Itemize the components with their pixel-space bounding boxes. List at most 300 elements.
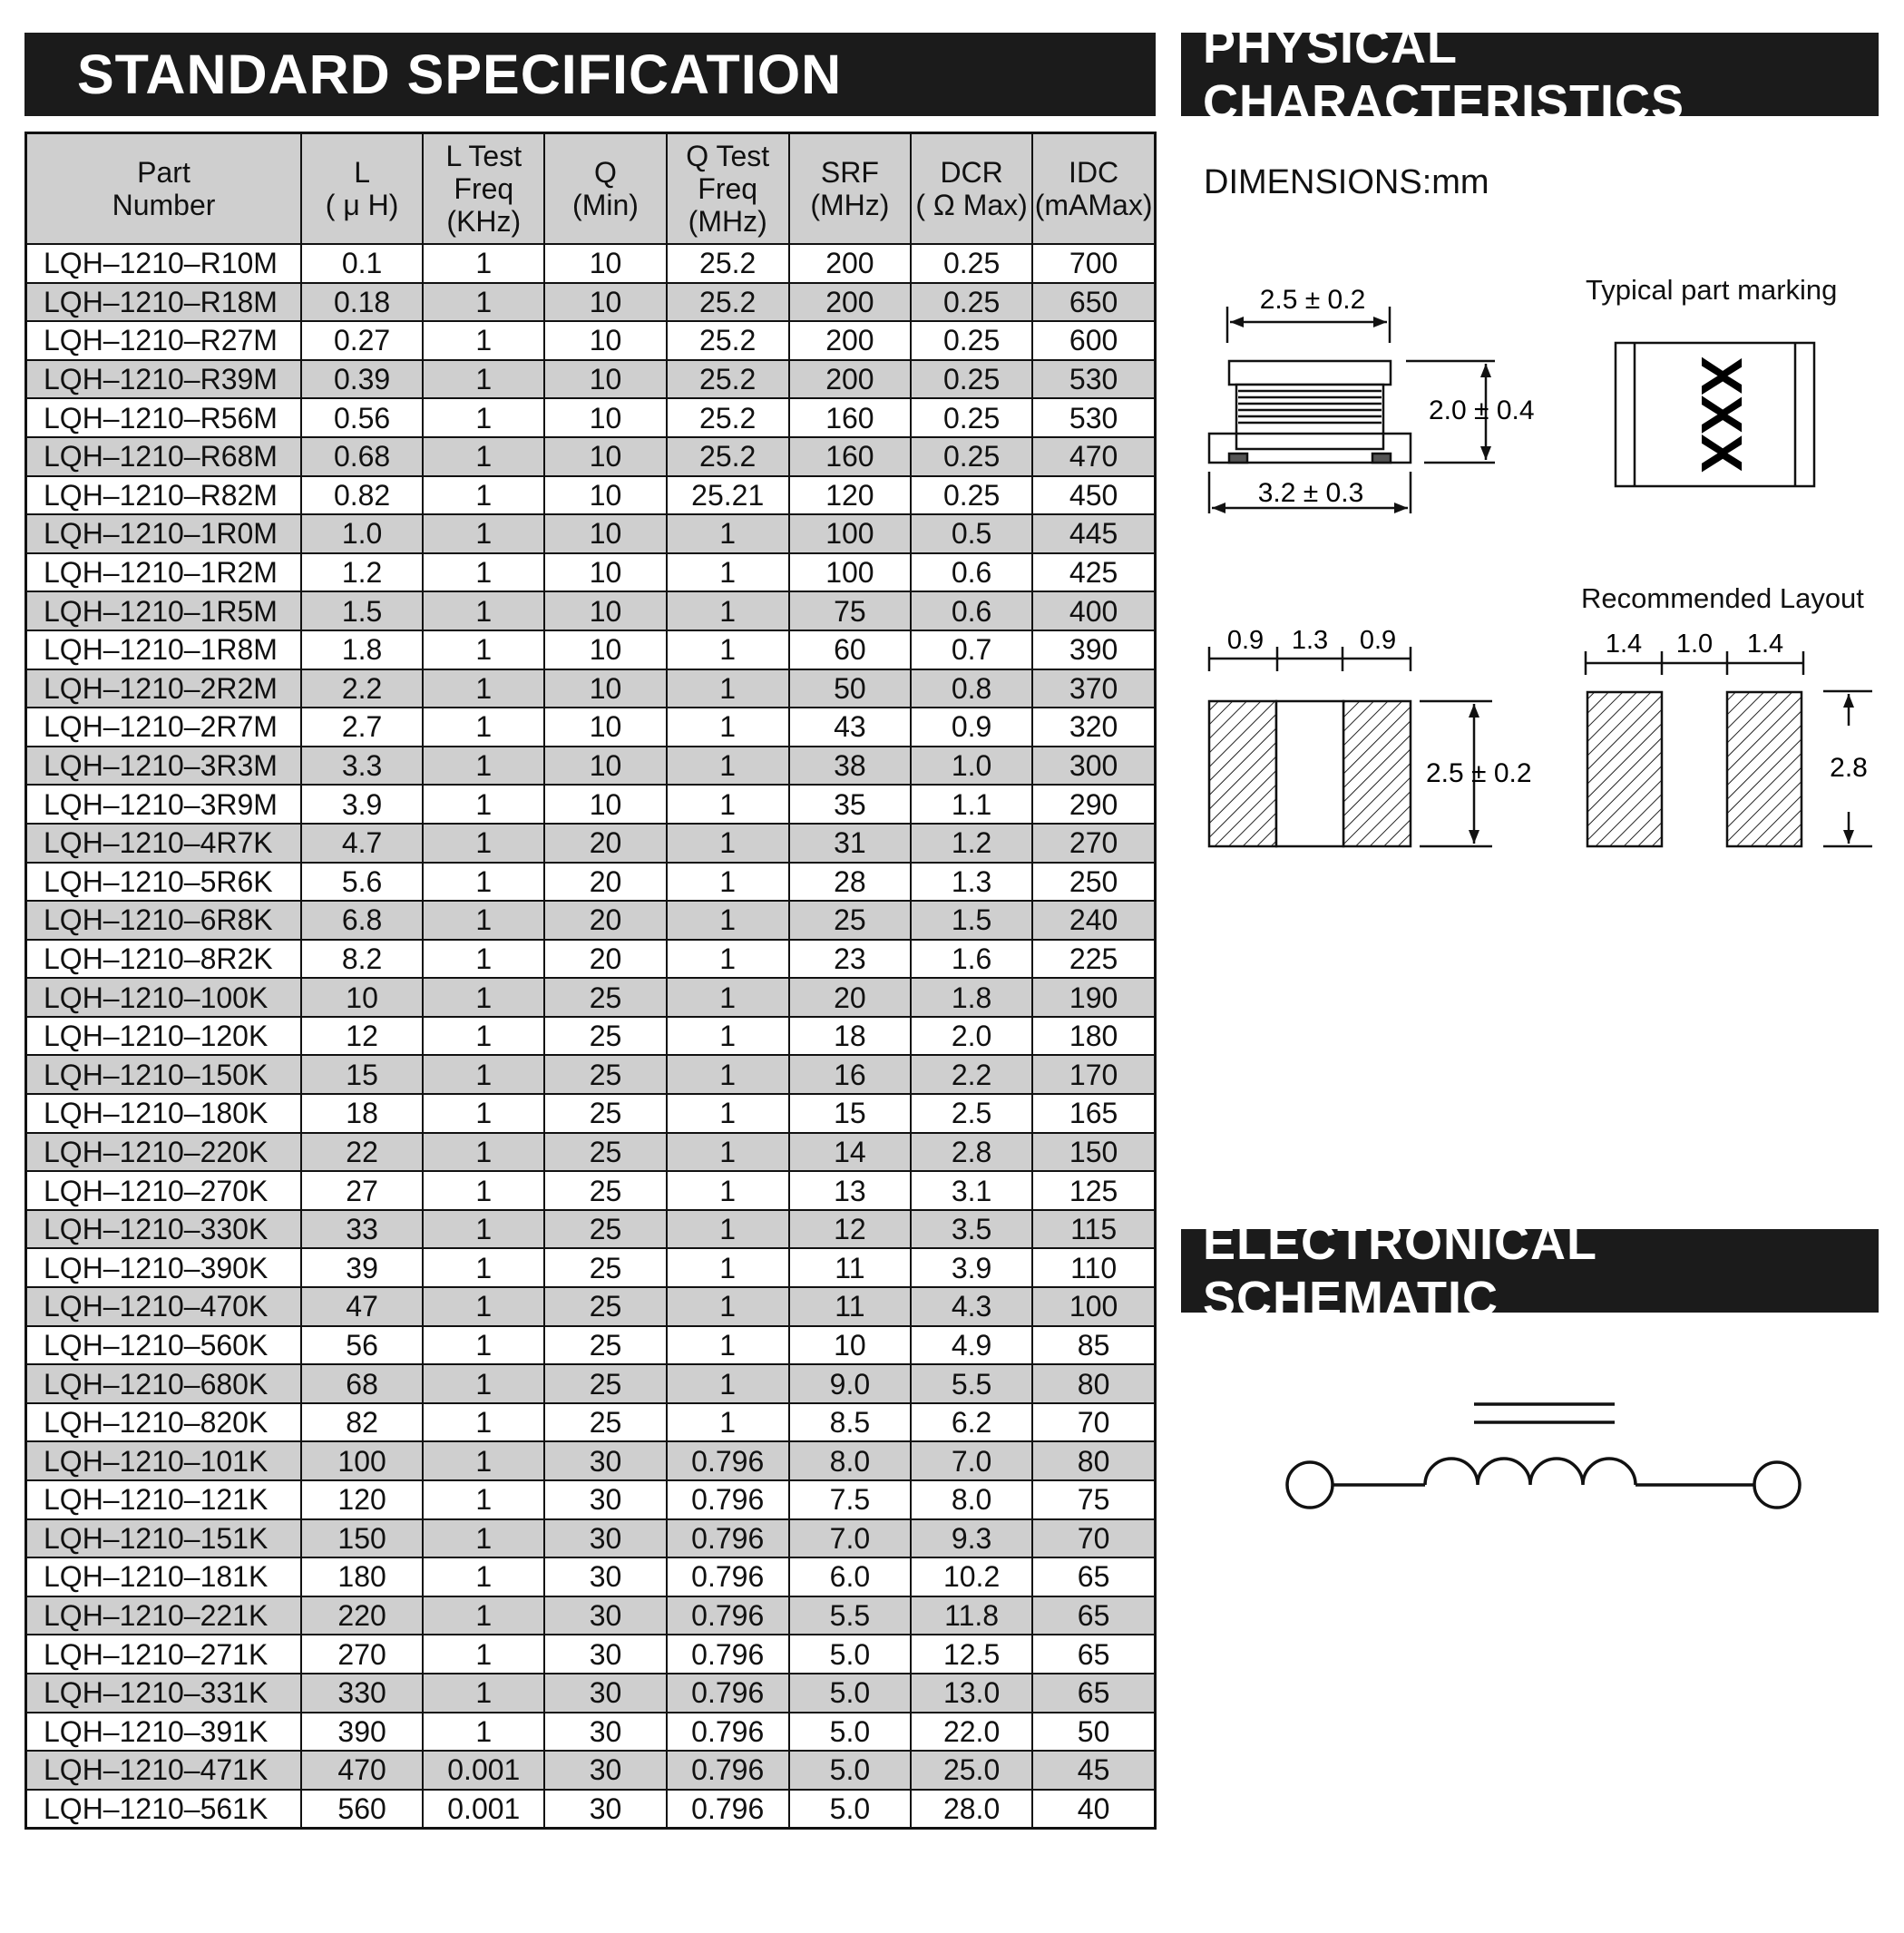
cell-inductance: 560	[301, 1790, 423, 1829]
cell-dcr: 2.0	[911, 1017, 1032, 1056]
cell-part-number: LQH–1210–1R5M	[26, 591, 301, 630]
cell-dcr: 0.25	[911, 244, 1032, 283]
cell-idc: 180	[1032, 1017, 1155, 1056]
cell-q-test-freq: 1	[667, 747, 789, 786]
cell-l-test-freq: 1	[423, 591, 544, 630]
cell-q-min: 20	[544, 824, 666, 863]
cell-q-test-freq: 0.796	[667, 1480, 789, 1519]
cell-part-number: LQH–1210–391K	[26, 1713, 301, 1752]
cell-l-test-freq: 1	[423, 1403, 544, 1442]
header-line: Freq	[454, 172, 514, 205]
cell-srf: 5.0	[789, 1751, 911, 1790]
cell-part-number: LQH–1210–1R8M	[26, 630, 301, 669]
cell-l-test-freq: 1	[423, 901, 544, 940]
cell-idc: 425	[1032, 553, 1155, 592]
cell-part-number: LQH–1210–3R9M	[26, 785, 301, 824]
cell-idc: 290	[1032, 785, 1155, 824]
layout-width-middle: 1.0	[1675, 630, 1714, 659]
cell-q-test-freq: 1	[667, 708, 789, 747]
pad-height-dimension: 2.5 ± 0.2	[1426, 758, 1532, 788]
header-line: (mAMax)	[1034, 189, 1153, 221]
cell-part-number: LQH–1210–560K	[26, 1326, 301, 1365]
cell-inductance: 2.7	[301, 708, 423, 747]
cell-l-test-freq: 1	[423, 360, 544, 399]
header-line: (MHz)	[688, 205, 767, 238]
cell-q-min: 10	[544, 321, 666, 360]
cell-l-test-freq: 1	[423, 1210, 544, 1249]
cell-q-min: 30	[544, 1790, 666, 1829]
cell-inductance: 15	[301, 1055, 423, 1094]
cell-srf: 5.0	[789, 1713, 911, 1752]
cell-q-test-freq: 1	[667, 824, 789, 863]
cell-part-number: LQH–1210–470K	[26, 1287, 301, 1326]
cell-l-test-freq: 1	[423, 1519, 544, 1558]
header-line: ( Ω Max)	[915, 189, 1028, 221]
cell-q-test-freq: 1	[667, 1364, 789, 1403]
cell-q-min: 25	[544, 1133, 666, 1172]
cell-q-test-freq: 1	[667, 1094, 789, 1133]
cell-dcr: 1.3	[911, 863, 1032, 902]
cell-q-min: 25	[544, 1364, 666, 1403]
cell-l-test-freq: 1	[423, 1635, 544, 1674]
cell-idc: 110	[1032, 1248, 1155, 1287]
cell-q-min: 20	[544, 901, 666, 940]
cell-q-test-freq: 1	[667, 1055, 789, 1094]
cell-dcr: 22.0	[911, 1713, 1032, 1752]
cell-q-test-freq: 1	[667, 1287, 789, 1326]
cell-q-min: 30	[544, 1557, 666, 1596]
cell-dcr: 0.7	[911, 630, 1032, 669]
cell-part-number: LQH–1210–270K	[26, 1171, 301, 1210]
cell-l-test-freq: 1	[423, 1248, 544, 1287]
marking-label: Typical part marking	[1586, 274, 1838, 306]
cell-dcr: 9.3	[911, 1519, 1032, 1558]
cell-srf: 100	[789, 514, 911, 553]
cell-inductance: 220	[301, 1596, 423, 1635]
cell-inductance: 0.56	[301, 398, 423, 437]
header-line: Q	[594, 156, 617, 189]
cell-srf: 11	[789, 1248, 911, 1287]
cell-q-test-freq: 0.796	[667, 1441, 789, 1480]
cell-q-test-freq: 1	[667, 553, 789, 592]
cell-q-test-freq: 0.796	[667, 1557, 789, 1596]
cell-part-number: LQH–1210–331K	[26, 1674, 301, 1713]
cell-idc: 40	[1032, 1790, 1155, 1829]
cell-inductance: 150	[301, 1519, 423, 1558]
cell-l-test-freq: 1	[423, 1055, 544, 1094]
cell-idc: 600	[1032, 321, 1155, 360]
cell-inductance: 22	[301, 1133, 423, 1172]
cell-l-test-freq: 1	[423, 1017, 544, 1056]
cell-l-test-freq: 1	[423, 708, 544, 747]
cell-idc: 170	[1032, 1055, 1155, 1094]
cell-idc: 445	[1032, 514, 1155, 553]
header-line: (KHz)	[446, 205, 522, 238]
cell-part-number: LQH–1210–101K	[26, 1441, 301, 1480]
cell-idc: 100	[1032, 1287, 1155, 1326]
physical-title: PHYSICAL CHARACTERISTICS	[1181, 33, 1879, 116]
cell-dcr: 0.25	[911, 321, 1032, 360]
cell-q-min: 30	[544, 1713, 666, 1752]
header-line: IDC	[1069, 156, 1119, 189]
cell-srf: 7.0	[789, 1519, 911, 1558]
cell-srf: 28	[789, 863, 911, 902]
cell-part-number: LQH–1210–R68M	[26, 437, 301, 476]
cell-dcr: 2.8	[911, 1133, 1032, 1172]
cell-idc: 125	[1032, 1171, 1155, 1210]
cell-q-min: 25	[544, 1287, 666, 1326]
cell-srf: 5.5	[789, 1596, 911, 1635]
cell-dcr: 5.5	[911, 1364, 1032, 1403]
layout-height-dimension: 2.8	[1830, 753, 1868, 783]
cell-part-number: LQH–1210–8R2K	[26, 940, 301, 979]
cell-srf: 10	[789, 1326, 911, 1365]
cell-l-test-freq: 1	[423, 1171, 544, 1210]
cell-q-test-freq: 0.796	[667, 1790, 789, 1829]
cell-dcr: 1.5	[911, 901, 1032, 940]
cell-part-number: LQH–1210–2R2M	[26, 669, 301, 708]
cell-q-min: 10	[544, 553, 666, 592]
header-line: Number	[112, 189, 216, 221]
cell-q-test-freq: 1	[667, 669, 789, 708]
cell-l-test-freq: 1	[423, 1441, 544, 1480]
cell-inductance: 180	[301, 1557, 423, 1596]
cell-srf: 160	[789, 437, 911, 476]
cell-part-number: LQH–1210–271K	[26, 1635, 301, 1674]
cell-inductance: 3.3	[301, 747, 423, 786]
cell-dcr: 0.25	[911, 283, 1032, 322]
cell-q-test-freq: 1	[667, 1171, 789, 1210]
cell-srf: 23	[789, 940, 911, 979]
cell-q-min: 10	[544, 360, 666, 399]
cell-q-test-freq: 1	[667, 1210, 789, 1249]
cell-q-min: 10	[544, 591, 666, 630]
cell-dcr: 6.2	[911, 1403, 1032, 1442]
cell-inductance: 18	[301, 1094, 423, 1133]
cell-part-number: LQH–1210–121K	[26, 1480, 301, 1519]
cell-q-test-freq: 25.2	[667, 283, 789, 322]
cell-dcr: 0.8	[911, 669, 1032, 708]
cell-dcr: 1.6	[911, 940, 1032, 979]
cell-q-min: 10	[544, 476, 666, 515]
cell-inductance: 8.2	[301, 940, 423, 979]
cell-inductance: 0.68	[301, 437, 423, 476]
cell-dcr: 25.0	[911, 1751, 1032, 1790]
cell-part-number: LQH–1210–R10M	[26, 244, 301, 283]
cell-idc: 270	[1032, 824, 1155, 863]
cell-inductance: 1.2	[301, 553, 423, 592]
cell-idc: 150	[1032, 1133, 1155, 1172]
cell-idc: 370	[1032, 669, 1155, 708]
cell-part-number: LQH–1210–R39M	[26, 360, 301, 399]
cell-dcr: 11.8	[911, 1596, 1032, 1635]
cell-part-number: LQH–1210–R18M	[26, 283, 301, 322]
cell-inductance: 10	[301, 978, 423, 1017]
cell-q-min: 10	[544, 630, 666, 669]
cell-srf: 200	[789, 360, 911, 399]
cell-l-test-freq: 1	[423, 1674, 544, 1713]
cell-idc: 85	[1032, 1326, 1155, 1365]
cell-inductance: 47	[301, 1287, 423, 1326]
cell-srf: 38	[789, 747, 911, 786]
cell-srf: 31	[789, 824, 911, 863]
cell-inductance: 3.9	[301, 785, 423, 824]
cell-srf: 35	[789, 785, 911, 824]
cell-q-test-freq: 0.796	[667, 1635, 789, 1674]
header-line: L	[354, 156, 370, 189]
cell-idc: 65	[1032, 1557, 1155, 1596]
cell-q-min: 10	[544, 437, 666, 476]
cell-part-number: LQH–1210–180K	[26, 1094, 301, 1133]
cell-inductance: 0.39	[301, 360, 423, 399]
cell-srf: 14	[789, 1133, 911, 1172]
cell-idc: 320	[1032, 708, 1155, 747]
cell-q-min: 20	[544, 940, 666, 979]
cell-q-test-freq: 1	[667, 978, 789, 1017]
cell-part-number: LQH–1210–4R7K	[26, 824, 301, 863]
cell-q-min: 25	[544, 1094, 666, 1133]
cell-inductance: 12	[301, 1017, 423, 1056]
cell-dcr: 0.25	[911, 398, 1032, 437]
schematic-title: ELECTRONICAL SCHEMATIC	[1181, 1229, 1879, 1313]
cell-idc: 390	[1032, 630, 1155, 669]
cell-q-test-freq: 0.796	[667, 1751, 789, 1790]
pad-width-middle: 1.3	[1291, 626, 1329, 655]
inductor-schematic	[1287, 1404, 1800, 1508]
cell-q-test-freq: 1	[667, 901, 789, 940]
cell-q-min: 25	[544, 1210, 666, 1249]
cell-idc: 650	[1032, 283, 1155, 322]
cell-part-number: LQH–1210–151K	[26, 1519, 301, 1558]
cell-dcr: 4.9	[911, 1326, 1032, 1365]
cell-dcr: 0.5	[911, 514, 1032, 553]
cell-q-test-freq: 0.796	[667, 1674, 789, 1713]
cell-part-number: LQH–1210–390K	[26, 1248, 301, 1287]
layout-label: Recommended Layout	[1581, 582, 1864, 614]
cell-q-min: 30	[544, 1441, 666, 1480]
cell-part-number: LQH–1210–5R6K	[26, 863, 301, 902]
cell-part-number: LQH–1210–181K	[26, 1557, 301, 1596]
height-dimension: 2.0 ± 0.4	[1429, 395, 1535, 425]
cell-dcr: 0.25	[911, 476, 1032, 515]
cell-inductance: 68	[301, 1364, 423, 1403]
cell-inductance: 1.0	[301, 514, 423, 553]
cell-l-test-freq: 0.001	[423, 1751, 544, 1790]
cell-dcr: 2.2	[911, 1055, 1032, 1094]
cell-inductance: 39	[301, 1248, 423, 1287]
cell-l-test-freq: 1	[423, 1287, 544, 1326]
cell-q-test-freq: 1	[667, 785, 789, 824]
cell-q-test-freq: 1	[667, 1017, 789, 1056]
cell-l-test-freq: 1	[423, 1364, 544, 1403]
cell-l-test-freq: 1	[423, 244, 544, 283]
cell-srf: 200	[789, 283, 911, 322]
cell-idc: 700	[1032, 244, 1155, 283]
cell-l-test-freq: 1	[423, 1326, 544, 1365]
cell-q-test-freq: 25.2	[667, 437, 789, 476]
cell-dcr: 0.25	[911, 437, 1032, 476]
cell-l-test-freq: 1	[423, 1480, 544, 1519]
cell-inductance: 100	[301, 1441, 423, 1480]
pad-view-drawing	[1209, 647, 1492, 846]
cell-idc: 65	[1032, 1635, 1155, 1674]
cell-part-number: LQH–1210–471K	[26, 1751, 301, 1790]
cell-q-min: 10	[544, 283, 666, 322]
cell-l-test-freq: 1	[423, 669, 544, 708]
cell-srf: 5.0	[789, 1635, 911, 1674]
cell-part-number: LQH–1210–R27M	[26, 321, 301, 360]
cell-idc: 530	[1032, 398, 1155, 437]
pad-width-right: 0.9	[1359, 626, 1397, 655]
cell-idc: 250	[1032, 863, 1155, 902]
cell-idc: 530	[1032, 360, 1155, 399]
cell-inductance: 0.27	[301, 321, 423, 360]
cell-q-min: 30	[544, 1751, 666, 1790]
cell-srf: 8.0	[789, 1441, 911, 1480]
cell-part-number: LQH–1210–221K	[26, 1596, 301, 1635]
cell-dcr: 13.0	[911, 1674, 1032, 1713]
cell-q-min: 30	[544, 1519, 666, 1558]
cell-srf: 20	[789, 978, 911, 1017]
header-line: (MHz)	[810, 189, 890, 221]
cell-srf: 15	[789, 1094, 911, 1133]
cell-inductance: 2.2	[301, 669, 423, 708]
cell-l-test-freq: 1	[423, 514, 544, 553]
cell-srf: 60	[789, 630, 911, 669]
cell-inductance: 4.7	[301, 824, 423, 863]
cell-idc: 240	[1032, 901, 1155, 940]
cell-l-test-freq: 1	[423, 630, 544, 669]
header-line: Freq	[698, 172, 758, 205]
cell-q-test-freq: 1	[667, 863, 789, 902]
cell-dcr: 1.2	[911, 824, 1032, 863]
cell-inductance: 0.1	[301, 244, 423, 283]
cell-idc: 70	[1032, 1403, 1155, 1442]
cell-srf: 200	[789, 321, 911, 360]
cell-q-test-freq: 1	[667, 1403, 789, 1442]
cell-inductance: 6.8	[301, 901, 423, 940]
cell-dcr: 0.25	[911, 360, 1032, 399]
header-line: L Test	[445, 140, 522, 172]
cell-l-test-freq: 1	[423, 863, 544, 902]
pad-width-left: 0.9	[1226, 626, 1264, 655]
cell-q-test-freq: 1	[667, 940, 789, 979]
cell-srf: 120	[789, 476, 911, 515]
header-line: Q Test	[686, 140, 770, 172]
cell-srf: 100	[789, 553, 911, 592]
cell-dcr: 7.0	[911, 1441, 1032, 1480]
cell-q-min: 30	[544, 1635, 666, 1674]
cell-q-min: 30	[544, 1674, 666, 1713]
cell-srf: 5.0	[789, 1790, 911, 1829]
cell-idc: 190	[1032, 978, 1155, 1017]
cell-q-test-freq: 0.796	[667, 1596, 789, 1635]
cell-srf: 50	[789, 669, 911, 708]
cell-idc: 45	[1032, 1751, 1155, 1790]
cell-inductance: 33	[301, 1210, 423, 1249]
cell-srf: 16	[789, 1055, 911, 1094]
cell-dcr: 0.9	[911, 708, 1032, 747]
cell-srf: 43	[789, 708, 911, 747]
cell-q-test-freq: 1	[667, 514, 789, 553]
cell-part-number: LQH–1210–150K	[26, 1055, 301, 1094]
cell-inductance: 1.5	[301, 591, 423, 630]
cell-part-number: LQH–1210–561K	[26, 1790, 301, 1829]
cell-part-number: LQH–1210–R82M	[26, 476, 301, 515]
cell-part-number: LQH–1210–R56M	[26, 398, 301, 437]
inductor-coil	[1425, 1459, 1635, 1485]
recommended-layout-drawing	[1586, 651, 1872, 846]
cell-q-min: 25	[544, 1403, 666, 1442]
cell-dcr: 4.3	[911, 1287, 1032, 1326]
cell-dcr: 1.1	[911, 785, 1032, 824]
dimensions-label: DIMENSIONS:mm	[1204, 163, 1489, 201]
cell-l-test-freq: 1	[423, 785, 544, 824]
cell-q-min: 10	[544, 785, 666, 824]
cell-q-test-freq: 0.796	[667, 1519, 789, 1558]
cell-part-number: LQH–1210–220K	[26, 1133, 301, 1172]
cell-q-test-freq: 25.2	[667, 321, 789, 360]
cell-q-test-freq: 25.21	[667, 476, 789, 515]
cell-part-number: LQH–1210–2R7M	[26, 708, 301, 747]
cell-dcr: 3.5	[911, 1210, 1032, 1249]
cell-idc: 65	[1032, 1674, 1155, 1713]
cell-part-number: LQH–1210–100K	[26, 978, 301, 1017]
header-line: Part	[137, 156, 190, 189]
terminal-left	[1287, 1462, 1333, 1508]
cell-srf: 75	[789, 591, 911, 630]
cell-inductance: 120	[301, 1480, 423, 1519]
header-line: ( μ H)	[325, 189, 399, 221]
cell-l-test-freq: 1	[423, 978, 544, 1017]
cell-l-test-freq: 0.001	[423, 1790, 544, 1829]
cell-idc: 115	[1032, 1210, 1155, 1249]
cell-q-test-freq: 1	[667, 1133, 789, 1172]
cell-part-number: LQH–1210–3R3M	[26, 747, 301, 786]
spec-title: STANDARD SPECIFICATION	[24, 33, 1156, 116]
cell-idc: 400	[1032, 591, 1155, 630]
cell-l-test-freq: 1	[423, 1557, 544, 1596]
cell-part-number: LQH–1210–680K	[26, 1364, 301, 1403]
cell-q-min: 25	[544, 1326, 666, 1365]
cell-dcr: 28.0	[911, 1790, 1032, 1829]
cell-inductance: 27	[301, 1171, 423, 1210]
cell-part-number: LQH–1210–1R0M	[26, 514, 301, 553]
cell-q-min: 10	[544, 669, 666, 708]
cell-inductance: 1.8	[301, 630, 423, 669]
cell-idc: 80	[1032, 1441, 1155, 1480]
cell-idc: 165	[1032, 1094, 1155, 1133]
cell-l-test-freq: 1	[423, 1094, 544, 1133]
terminal-right	[1754, 1462, 1800, 1508]
cell-srf: 8.5	[789, 1403, 911, 1442]
cell-srf: 25	[789, 901, 911, 940]
cell-q-min: 30	[544, 1596, 666, 1635]
cell-srf: 18	[789, 1017, 911, 1056]
cell-dcr: 3.1	[911, 1171, 1032, 1210]
cell-srf: 5.0	[789, 1674, 911, 1713]
cell-inductance: 0.82	[301, 476, 423, 515]
cell-q-min: 30	[544, 1480, 666, 1519]
cell-q-min: 10	[544, 708, 666, 747]
cell-q-test-freq: 1	[667, 591, 789, 630]
cell-q-min: 10	[544, 244, 666, 283]
cell-srf: 12	[789, 1210, 911, 1249]
cell-l-test-freq: 1	[423, 1596, 544, 1635]
cell-q-min: 25	[544, 978, 666, 1017]
cell-srf: 11	[789, 1287, 911, 1326]
cell-l-test-freq: 1	[423, 437, 544, 476]
